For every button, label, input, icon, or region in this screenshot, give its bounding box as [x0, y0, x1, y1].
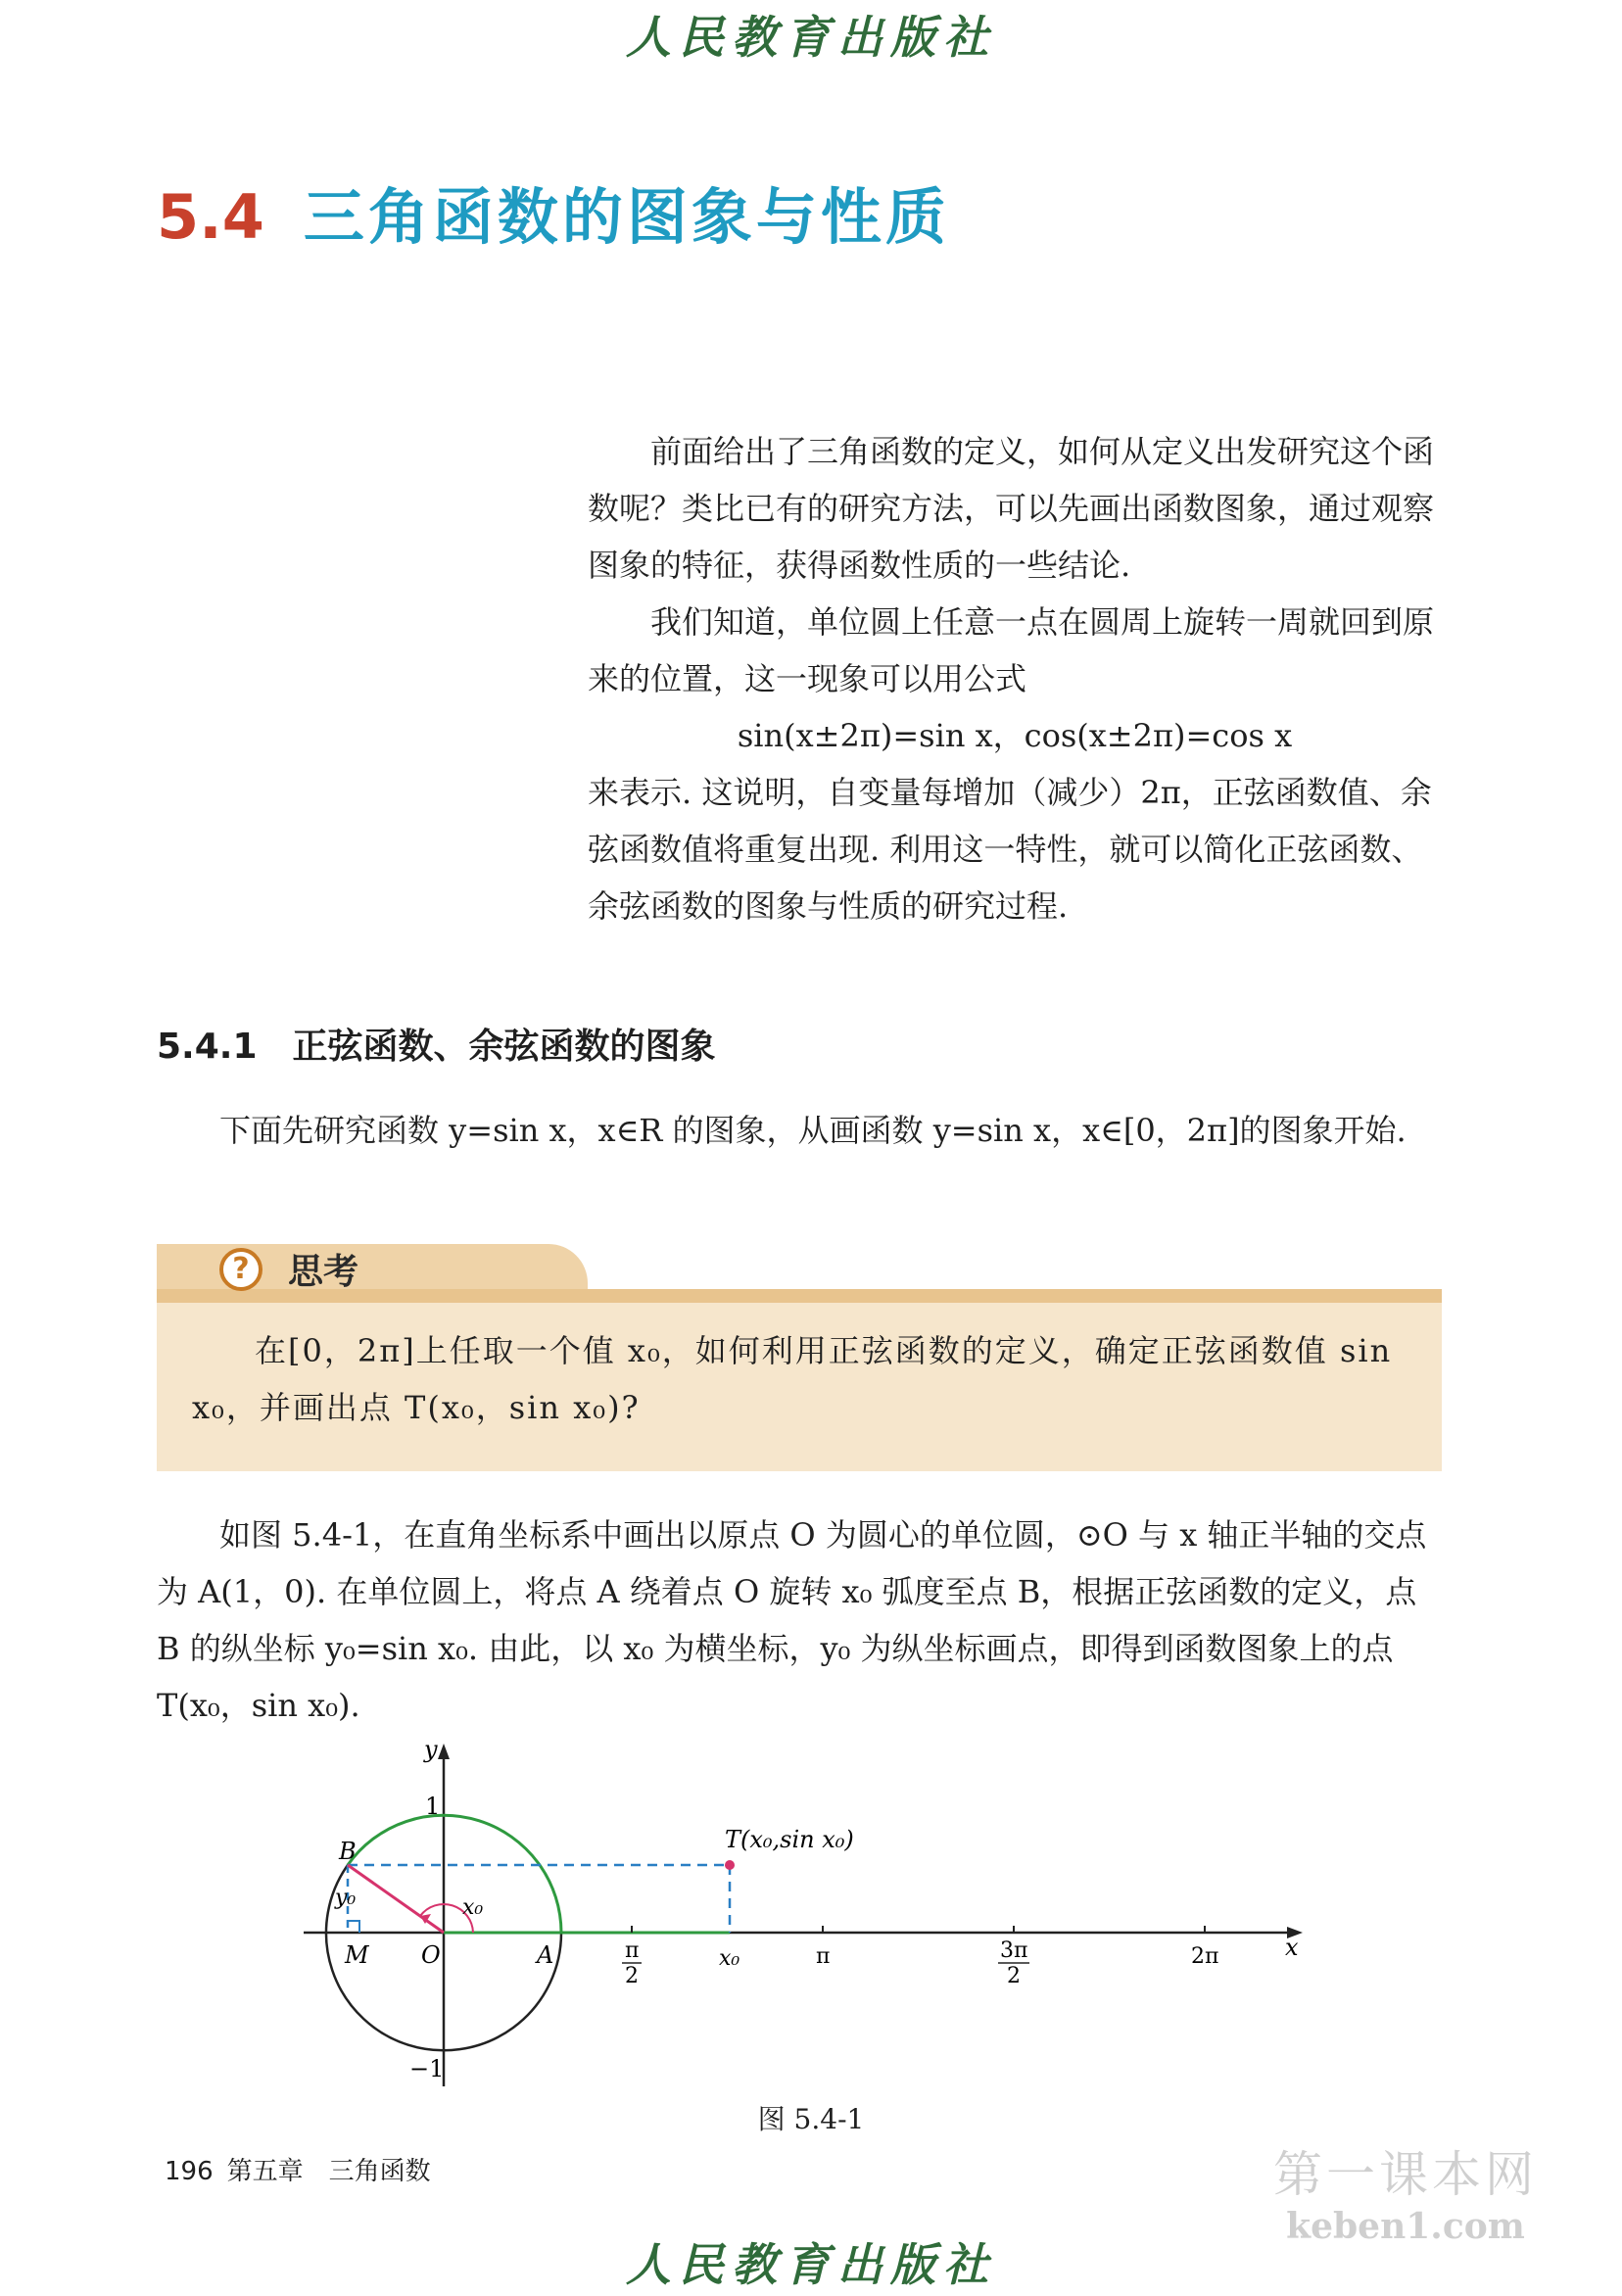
page-footer [165, 2151, 431, 2187]
tick-label-3pi2-num: 3π [1000, 1938, 1028, 1963]
subsection-number: 5.4.1 [157, 1027, 258, 1067]
right-angle-mark [348, 1921, 359, 1933]
section-heading [157, 168, 950, 256]
subsection-title: 正弦函数、余弦函数的图象 [292, 1027, 716, 1067]
y-axis-label: y [424, 1736, 438, 1763]
circle-upper-arc [348, 1815, 561, 1933]
tick-label-2pi: 2π [1191, 1944, 1219, 1969]
x-axis-label: x [1285, 1934, 1299, 1961]
label-neg-one: −1 [409, 2055, 445, 2082]
intro-paragraph-2: 我们知道，单位圆上任意一点在圆周上旋转一周就回到原来的位置，这一现象可以用公式 [588, 603, 1435, 697]
body-paragraph-1 [157, 1102, 1442, 1159]
point-T [725, 1860, 735, 1870]
publisher-footer: 人民教育出版社 [626, 2238, 996, 2291]
think-text [192, 1322, 1416, 1436]
body-paragraph-2-text: 如图 5.4-1，在直角坐标系中画出以原点 O 为圆心的单位圆，⊙O 与 x 轴正半轴的交点为 A(1，0). 在单位圆上，将点 A 绕着点 O 旋转 x₀ 弧度至点 B，根据正弦函数的定义，点 B 的纵坐标 y₀=sin x₀. 由此，以 x₀ 为横坐标，y₀ 为纵坐标画点，即得到函数图象上的点 T(x₀，sin x₀). [157, 1516, 1427, 1724]
tick-label-pi: π [816, 1944, 831, 1969]
intro-paragraph-1: 前面给出了三角函数的定义，如何从定义出发研究这个函数呢？类比已有的研究方法，可以先画出函数图象，通过观察图象的特征，获得函数性质的一些结论. [588, 433, 1435, 584]
publisher-header: 人民教育出版社 [626, 11, 996, 64]
label-M: M [345, 1941, 369, 1969]
section-number: 5.4 [157, 181, 264, 253]
label-A: A [537, 1941, 554, 1969]
label-T: T(x₀,sin x₀) [725, 1826, 854, 1853]
label-one: 1 [425, 1793, 441, 1820]
watermark-line-2: keben1.com [1286, 2206, 1525, 2247]
think-question: 在[0，2π]上任取一个值 x₀，如何利用正弦函数的定义，确定正弦函数值 sin x₀，并画出点 T(x₀，sin x₀)? [192, 1332, 1393, 1426]
label-B: B [339, 1838, 357, 1865]
label-O: O [421, 1941, 441, 1969]
radius-OB [348, 1865, 444, 1933]
intro-block [588, 423, 1442, 934]
subsection-heading [157, 1019, 716, 1069]
periodicity-formula: sin(x±2π)=sin x，cos(x±2π)=cos x [737, 717, 1293, 754]
label-y0: y₀ [335, 1886, 357, 1910]
figure-caption: 图 5.4-1 [757, 2103, 865, 2135]
tick-label-x0: x₀ [719, 1946, 740, 1971]
question-icon: ? [219, 1248, 262, 1291]
tick-label-pi2-num: π [625, 1938, 640, 1963]
body-paragraph-2 [157, 1507, 1442, 1734]
chapter-name: 第五章 三角函数 [226, 2157, 431, 2186]
section-title: 三角函数的图象与性质 [303, 181, 950, 253]
watermark-line-1: 第一课本网 [1273, 2146, 1538, 2203]
unit-circle-figure [284, 1734, 1322, 2096]
body-paragraph-1-text: 下面先研究函数 y=sin x，x∈R 的图象，从画函数 y=sin x，x∈[0，2π]的图象开始. [219, 1112, 1407, 1149]
tick-label-pi2-den: 2 [625, 1964, 639, 1988]
think-box [157, 1244, 1442, 1471]
tick-label-3pi2-den: 2 [1007, 1964, 1021, 1988]
page-number: 196 [165, 2157, 214, 2186]
label-x0-angle: x₀ [462, 1895, 484, 1920]
y-axis-arrow [438, 1744, 450, 1759]
intro-paragraph-3: 来表示. 这说明，自变量每增加（减少）2π，正弦函数值、余弦函数值将重复出现. 利用这一特性，就可以简化正弦函数、余弦函数的图象与性质的研究过程. [588, 774, 1432, 925]
think-label: 思考 [288, 1252, 359, 1292]
